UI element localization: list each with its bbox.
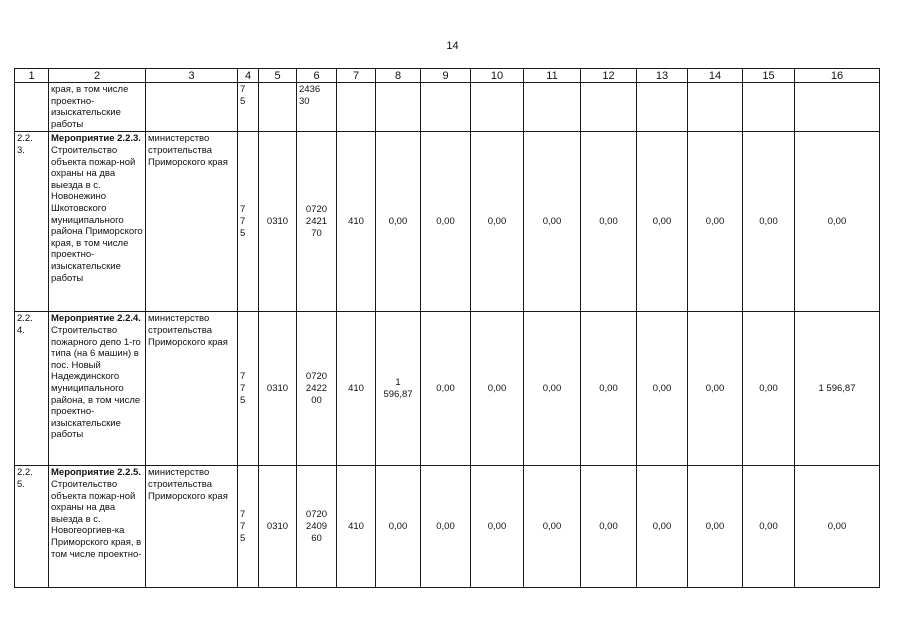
cell-value: 0,00 [581,312,637,466]
cell-measure [49,83,146,132]
cell-grbs: 7 7 5 [238,312,259,466]
cell-value: 0,00 [524,132,581,312]
cell-value: 0,00 [688,312,743,466]
col-header-9: 9 [421,69,471,83]
col-header-14: 14 [688,69,743,83]
col-header-8: 8 [376,69,421,83]
cell-value: 0,00 [743,132,795,312]
measure-title: Мероприятие 2.2.3. [51,133,141,145]
cell-value [524,83,581,132]
col-header-13: 13 [637,69,688,83]
cell-number: 2.2. 5. [15,466,49,588]
cell-total [795,83,880,132]
cell-value: 0,00 [376,132,421,312]
measure-title: Мероприятие 2.2.4. [51,313,141,325]
cell-vr: 410 [337,132,376,312]
cell-value [421,83,471,132]
cell-measure [49,132,146,312]
cell-value: 0,00 [421,466,471,588]
cell-grbs: 7 5 [238,83,259,132]
col-header-2: 2 [49,69,146,83]
measure-text: края, в том числе проектно-изыскательские работы [51,84,129,130]
col-header-10: 10 [471,69,524,83]
cell-value: 0,00 [637,132,688,312]
cell-csr: 0720 2409 60 [297,466,337,588]
cell-value: 0,00 [471,312,524,466]
cell-value [376,83,421,132]
cell-value: 0,00 [524,466,581,588]
cell-value [688,83,743,132]
col-header-5: 5 [259,69,297,83]
cell-vr: 410 [337,312,376,466]
cell-executor: министерство строительства Приморского края [146,132,238,312]
cell-value: 0,00 [581,466,637,588]
cell-grbs: 7 7 5 [238,466,259,588]
page-number: 14 [446,40,459,52]
cell-value: 0,00 [421,312,471,466]
cell-value: 0,00 [637,466,688,588]
cell-rzpr: 0310 [259,466,297,588]
cell-vr [337,83,376,132]
cell-number: 2.2. 3. [15,132,49,312]
cell-rzpr: 0310 [259,312,297,466]
cell-grbs: 7 7 5 [238,132,259,312]
cell-rzpr: 0310 [259,132,297,312]
cell-value: 0,00 [376,466,421,588]
cell-executor: министерство строительства Приморского края [146,312,238,466]
cell-value [637,83,688,132]
col-header-15: 15 [743,69,795,83]
header-row [15,69,880,83]
col-header-6: 6 [297,69,337,83]
cell-csr: 0720 2422 00 [297,312,337,466]
cell-value: 0,00 [471,132,524,312]
cell-executor [146,83,238,132]
table-row [15,132,880,312]
col-header-3: 3 [146,69,238,83]
program-table [14,68,880,588]
col-header-12: 12 [581,69,637,83]
cell-measure [49,312,146,466]
table-row [15,466,880,588]
cell-value: 0,00 [688,466,743,588]
cell-total: 1 596,87 [795,312,880,466]
measure-text: Строительство объекта пожар-ной охраны на два выезда в с. Новонежино Шкотовского муниципального района Приморского края, в том числе проектно-изыскательские работы [51,144,143,284]
cell-value: 0,00 [421,132,471,312]
measure-text: Строительство объекта пожар-ной охраны на два выезда в с. Новогеоргиев-ка Приморского края, в том числе проектно- [51,478,142,560]
cell-measure [49,466,146,588]
cell-value [743,83,795,132]
cell-csr: 2436 30 [297,83,337,132]
cell-vr: 410 [337,466,376,588]
measure-text: Строительство пожарного депо 1-го типа (на 6 машин) в пос. Новый Надеждинского муниципального района, в том числе проектно-изыскательские работы [51,324,141,441]
col-header-16: 16 [795,69,880,83]
cell-value: 0,00 [688,132,743,312]
cell-total: 0,00 [795,466,880,588]
table-row [15,312,880,466]
cell-value: 0,00 [743,466,795,588]
measure-title: Мероприятие 2.2.5. [51,467,141,479]
cell-value: 0,00 [524,312,581,466]
cell-value: 0,00 [743,312,795,466]
cell-value: 0,00 [637,312,688,466]
cell-rzpr [259,83,297,132]
col-header-11: 11 [524,69,581,83]
cell-value: 1 596,87 [376,312,421,466]
cell-executor: министерство строительства Приморского края [146,466,238,588]
cell-total: 0,00 [795,132,880,312]
cell-value: 0,00 [581,132,637,312]
table-row [15,83,880,132]
cell-csr: 0720 2421 70 [297,132,337,312]
cell-number [15,83,49,132]
col-header-1: 1 [15,69,49,83]
cell-value: 0,00 [471,466,524,588]
col-header-4: 4 [238,69,259,83]
cell-value [581,83,637,132]
cell-value [471,83,524,132]
cell-number: 2.2. 4. [15,312,49,466]
col-header-7: 7 [337,69,376,83]
